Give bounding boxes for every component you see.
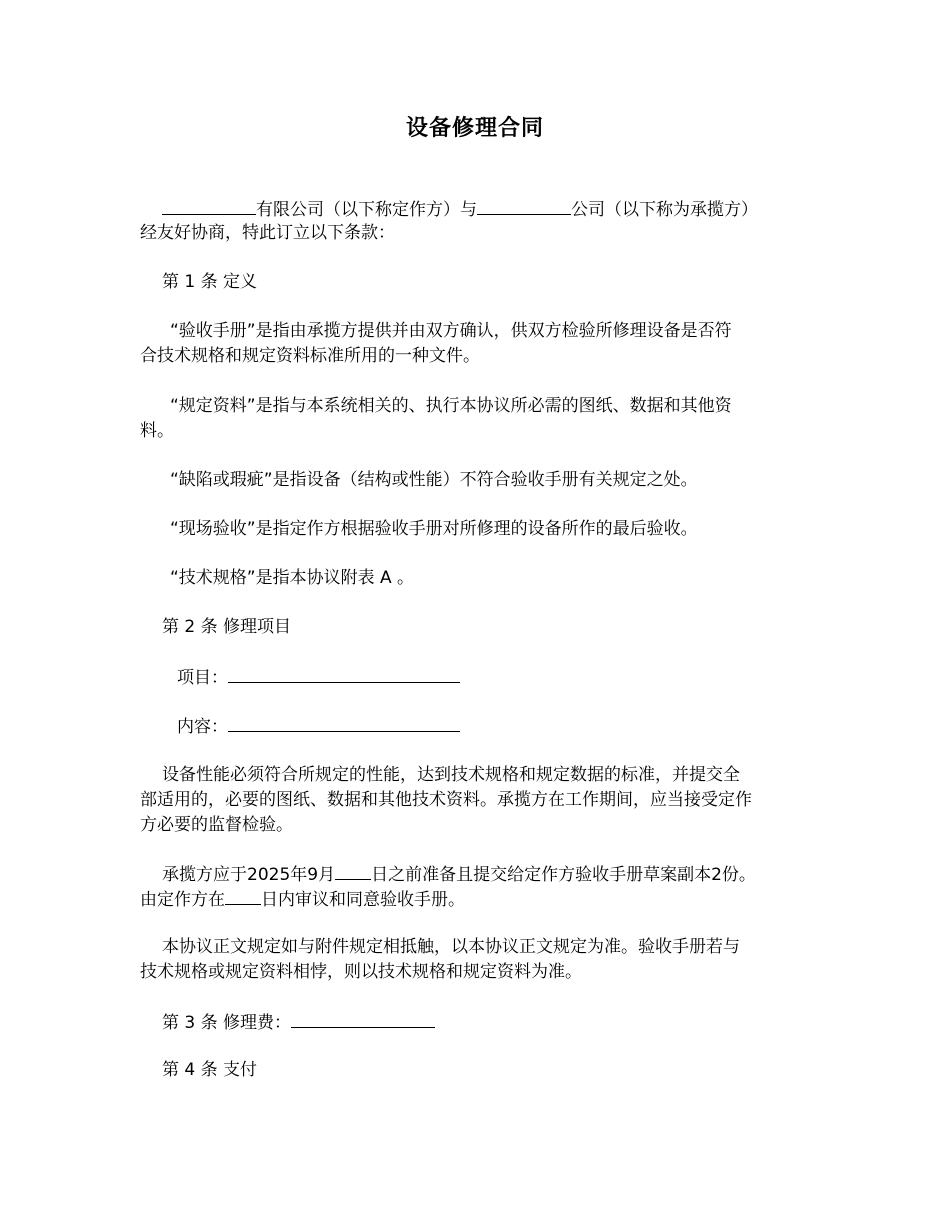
article-3-label: 第 3 条 修理费： <box>162 1013 292 1033</box>
definition-defect: “缺陷或瑕疵”是指设备（结构或性能）不符合验收手册有关规定之处。 <box>170 470 698 490</box>
definition-technical-spec: “技术规格”是指本协议附表 A 。 <box>170 568 415 588</box>
precedence-para-line-1: 本协议正文规定如与附件规定相抵触，以本协议正文规定为准。验收手册若与 <box>162 937 740 957</box>
performance-para-line-1: 设备性能必须符合所规定的性能，达到技术规格和规定数据的标准，并提交全 <box>162 765 740 785</box>
precedence-para-line-2: 技术规格或规定资料相悖，则以技术规格和规定资料为准。 <box>140 962 582 982</box>
intro-text-2: 公司（以下称为承揽方） <box>571 200 758 220</box>
item-field <box>177 664 460 691</box>
intro-text-1: 有限公司（以下称定作方）与 <box>256 200 477 220</box>
content-field <box>177 713 460 740</box>
deadline-para-line-2 <box>140 886 465 913</box>
definition-specified-data-line-2: 料。 <box>140 421 174 441</box>
definition-specified-data-line-1: “规定资料”是指与本系统相关的、执行本协议所必需的图纸、数据和其他资 <box>170 396 732 416</box>
definition-acceptance-manual-line-2: 合技术规格和规定资料标准所用的一种文件。 <box>140 346 480 366</box>
performance-para-line-3: 方必要的监督检验。 <box>140 815 293 835</box>
company-a-blank <box>162 196 256 215</box>
article-4-heading: 第 4 条 支付 <box>162 1060 258 1080</box>
article-1-heading: 第 1 条 定义 <box>162 272 258 292</box>
definition-site-acceptance: “现场验收”是指定作方根据验收手册对所修理的设备所作的最后验收。 <box>170 519 698 539</box>
performance-para-line-2: 部适用的，必要的图纸、数据和其他技术资料。承揽方在工作期间，应当接受定作 <box>140 790 752 810</box>
deadline-text-2: 日之前准备且提交给定作方验收手册草案副本2份。 <box>371 865 756 885</box>
review-days-blank <box>225 886 261 905</box>
deadline-day-blank <box>335 861 371 880</box>
intro-line-1 <box>162 196 758 223</box>
article-2-heading: 第 2 条 修理项目 <box>162 617 292 637</box>
item-blank <box>228 664 460 683</box>
intro-line-2: 经友好协商，特此订立以下条款： <box>140 223 395 243</box>
document-title: 设备修理合同 <box>405 116 544 141</box>
review-text-1: 由定作方在 <box>140 890 225 910</box>
repair-fee-blank <box>291 1009 435 1028</box>
review-text-2: 日内审议和同意验收手册。 <box>261 890 465 910</box>
content-label: 内容： <box>177 717 228 737</box>
deadline-text-1: 承揽方应于2025年9月 <box>162 865 336 885</box>
item-label: 项目： <box>177 668 228 688</box>
content-blank <box>228 713 460 732</box>
definition-acceptance-manual-line-1: “验收手册”是指由承揽方提供并由双方确认，供双方检验所修理设备是否符 <box>170 321 732 341</box>
article-3-heading <box>162 1009 435 1036</box>
deadline-para-line-1 <box>162 861 756 888</box>
company-b-blank <box>477 196 571 215</box>
